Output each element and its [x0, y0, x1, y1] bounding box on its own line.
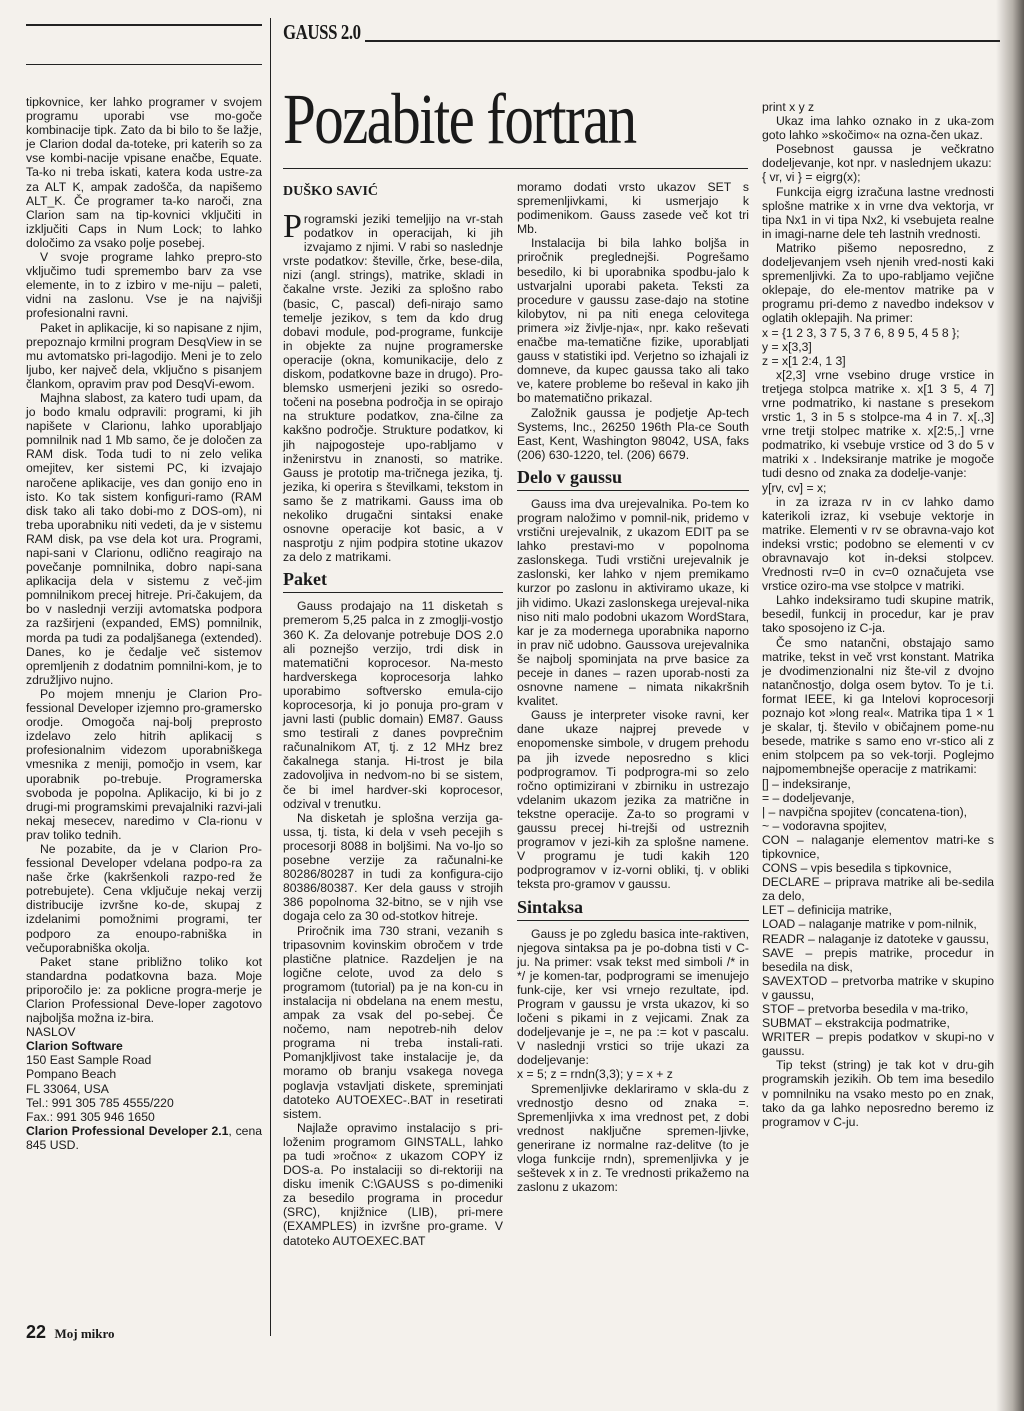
code-line: z = x[1 2:4, 1 3]	[762, 353, 846, 368]
code-line: y = x[3,3]	[762, 339, 812, 354]
paragraph: in za izraza rv in cv lahko damo katerikoli izraz, ki vsebuje vektorje in matrike. Elementi v rv se obravna-vajo kot indeksi vrstic; podobno se elementi v cv obravnavajo kot in-deksi stolpcev. Vrednosti rv=0 in cv=0 označujeta vse vrstice oziro-ma vse stolpce v matriki.	[762, 494, 994, 594]
title-rule	[283, 168, 748, 169]
subheading-sintaksa: Sintaksa	[517, 896, 749, 921]
page-footer	[26, 1322, 115, 1343]
list-item: READR – nalaganje iz datoteke v gaussu,	[762, 931, 989, 946]
page-number: 22	[26, 1322, 47, 1342]
paragraph: Paket stane približno toliko kot standardna podatkovna baza. Moje priporočilo je: za poklicne progra-merje je Clarion Professional Deve-loper zagotovo najboljša možna iz-bira.	[26, 954, 262, 1026]
code-line: { vr, vi } = eigrg(x);	[762, 170, 861, 185]
list-item: ~ – vodoravna spojitev,	[762, 818, 887, 833]
header-rule	[365, 40, 1000, 42]
paragraph: Če smo natančni, obstajajo samo matrike, tekst in več vrst konstant. Matrika je dvodimenzionalni niz šte-vil z dvojno natančnostjo, dolga osem bytov. To je t.i. format IEEE, ki ga Intelovi koprocesorji poznajo kot »long real«. Matrika tipa 1 × 1 je skalar, tj. število v običajnem pome-nu besede, matrike s samo eno vr-stico ali z enim stolpcem pa so vek-torji. Poglejmo najpomembnejše operacije z matrikami:	[762, 635, 994, 777]
code-line: x = {1 2 3, 3 7 5, 3 7 6, 8 9 5, 4 5 8 };	[762, 325, 960, 340]
code-line: print x y z	[762, 100, 815, 114]
code-line: x = 5; z = rndn(3,3); y = x + z	[517, 1067, 673, 1082]
list-item: DECLARE – priprava matrike ali be-sedila za delo,	[762, 875, 994, 904]
paragraph: Založnik gaussa je podjetje Ap-tech Systems, Inc., 26250 196th Pla-ce South East, Kent, Washington 98042, USA, faks (206) 630-1220, tel. (206) 6679.	[517, 405, 749, 462]
drop-cap: P	[283, 208, 302, 245]
column-divider	[270, 18, 271, 1336]
address-city: Pompano Beach	[26, 1067, 117, 1082]
paragraph: Priročnik ima 730 strani, vezanih s tripasovnim kovinskim obročem v trde plastične platnice. Razdeljen je na logične celote, uvod za delo s programom (tutorial) pa je na kon-cu in instalacija ni obdelana na enem mestu, ampak za vsak del po-sebej. Če nočemo, nam nepotreb-nih delov programa ni treba instali-rati. Pomanjkljivost take instalacije je, da moramo ob branju vsakega novega poglavja vstavljati diskete, spreminjati datoteko AUTOEXEC-.BAT in resetirati sistem.	[283, 923, 503, 1121]
article-title: Pozabite fortran	[283, 79, 636, 159]
paragraph: tipkovnice, ker lahko programer v svojem programu uporabi vse mo-goče kombinacije tipk. Zato da bi bilo to še lažje, je Clarion dodal da-toteke, pri katerih so za vse kombi-nacije vpisane enačbe, Equate. Ta-ko ni treba iskati, katera koda ustre-za za ALT K, ampak zadošča, da napišemo ALT_K. Če programer ta-ko naroči, zna Clarion sam na tip-kovnici vključiti in izključiti Caps in Num Lock; to lahko določimo za vsako polje posebej.	[26, 95, 262, 250]
paragraph: Gauss prodajajo na 11 disketah s premerom 5,25 palca in z zmoglji-vostjo 360 K. Za delovanje potrebuje DOS 2.0 ali poznejšo verzijo, trdi disk in matematični koprocesor. Na-mesto hardverskega koprocesorja lahko uporabimo softversko emula-cijo koprocesorja, ki jo ponuja pro-gram v javni lasti (public domain) EM87. Gauss smo testirali z danes povprečnim računalnikom AT, tj. z 12 MHz brez čakalnega stanja. Hi-trost je bila zadovoljiva in nedvom-no bi se sistem, če bi imel hardver-ski koprocesor, odzival v trenutku.	[283, 599, 503, 811]
address-block	[26, 1025, 262, 1152]
address-state: FL 33064, USA	[26, 1081, 109, 1096]
list-item: | – navpična spojitev (concatena-tion),	[762, 804, 968, 819]
address-fax: Fax.: 991 305 946 1650	[26, 1109, 155, 1124]
paragraph: Gauss je po zgledu basica inte-raktiven, njegova sintaksa pa je po-dobna tisti v C-ju. Na primer: vsak tekst med simboli /* in */ je komen-tar, podprogrami se imenujejo funk-cije, ker vsi vrnejo rezultate, ipd. Program v gaussu je vrsta ukazov, ki so ločeni s pikami in z vejicami. Znak za dodeljevanje je =, ne pa := kot v pascalu. V naslednji vrstici so trije ukazi za dodeljevanje:	[517, 926, 749, 1068]
address-product: Clarion Professional Developer 2.1	[26, 1123, 229, 1138]
list-item: WRITER – prepis podatkov v skupi-no v gaussu.	[762, 1030, 994, 1059]
paragraph: Posebnost gaussa je večkratno dodeljevanje, kot npr. v naslednjem ukazu:	[762, 142, 994, 171]
paragraph: Ukaz ima lahko oznako in z uka-zom goto lahko »skočimo« na ozna-čen ukaz.	[762, 114, 994, 143]
address-label: NASLOV	[26, 1025, 76, 1040]
list-item: SUBMAT – ekstrakcija podmatrike,	[762, 1016, 950, 1031]
top-rule	[26, 24, 262, 26]
list-item: LOAD – nalaganje matrike v pom-nilnik,	[762, 917, 977, 932]
paragraph: x[2,3] vrne vsebino druge vrstice in tretjega stolpca matrike x. x[1 3 5, 4 7] vrne podmatriko, ki nastane s presekom vrstic 1, 3 in 5 s stolpce-ma 4 in 7. x[.,3] vrne tretji stolpec matrike x. x[2:5,.] vrne podmatriko, ki vsebuje vrstice od 3 do 5 v matriki x . Indeksiranje matrike je mogoče tudi desno od znaka za dodelje-vanje:	[762, 367, 994, 481]
section-header: GAUSS 2.0	[283, 20, 361, 44]
paragraph: Ne pozabite, da je v Clarion Pro-fessional Developer vdelana podpo-ra za naše črke (kakršenkoli razpo-red že potrebujete). Cena vključuje nekaj verzij distribucije izvršne ko-de, skupaj z izdelanimi pomožnimi programi, ter podporo za enoupo-rabniška in večuporabniška okolja.	[26, 841, 262, 955]
operations-list	[762, 777, 994, 1059]
column-4	[762, 100, 994, 1129]
paragraph: Po mojem mnenju je Clarion Pro-fessional Developer izjemno pro-gramersko orodje. Omogoča naj-bolj preprosto izdelavo zelo hitrih aplikacij s profesionalnim videzom uporabniškega vmesnika z meniji, pomočjo in vsem, kar uporabnik po-trebuje. Programerska svoboda je popolna. Aplikacijo, ki bi jo z drugi-mi programskimi prevajalniki razvi-jali nekaj mesecev, naredimo v Cla-rionu v prav toliko tednih.	[26, 686, 262, 842]
paragraph: Funkcija eigrg izračuna lastne vrednosti splošne matrike x in vrne dva vektorja, vr tipa Nx1 in vi tipa Nx2, ki vsebujeta realne in imagi-narne dele teh lastnih vrednosti.	[762, 184, 994, 241]
paragraph: Instalacija bi bila lahko boljša in priročnik preglednejši. Pogrešamo besedilo, ki bi uporabnika spodbu-jalo k ustvarjalni uporabi paketa. Teksti za procedure v gaussu zase-dajo na stotine kilobytov, ni pa niti enega celovitega primera »iz življe-nja«, npr. kako reševati enačbe ma-tematične fizike, uporabljati gauss v statistiki ipd. Verjetno so izhajali iz domneve, da kupec gaussa tako ali tako ve, katere probleme bo reševal in kako jih bo matematično prikazal.	[517, 236, 749, 406]
author-byline: DUŠKO SAVIĆ	[283, 184, 379, 199]
subheading-paket: Paket	[283, 568, 503, 593]
code-line: y[rv, cv] = x;	[762, 480, 827, 495]
column-1	[26, 95, 262, 1152]
address-product-line	[26, 1124, 262, 1152]
paragraph: Lahko indeksiramo tudi skupine matrik, besedil, funkcij in procedur, kar je prav tako sposojeno iz C-ja.	[762, 593, 994, 636]
paragraph: Paket in aplikacije, ki so napisane z njim, prepoznajo krmilni program DesqView in se mu avtomatsko pri-lagodijo. Meni je to zelo ljubo, ker največ dela, vključno s pisanjem člankom, opravim prav pod DesqVi-ewom.	[26, 320, 262, 391]
address-price: , cena 845 USD.	[26, 1123, 262, 1152]
list-item: LET – definicija matrike,	[762, 903, 892, 918]
list-item: CONS – vpis besedila s tipkovnice,	[762, 861, 952, 876]
list-item: = – dodeljevanje,	[762, 790, 855, 805]
magazine-name: Moj mikro	[54, 1326, 115, 1341]
list-item: SAVE – prepis matrike, procedur in besedila na disk,	[762, 945, 994, 974]
paragraph: moramo dodati vrsto ukazov SET s spremenljivkami, ki usmerjajo k podimenikom. Gauss zasede več kot tri Mb.	[517, 180, 749, 237]
paragraph: Na disketah je splošna verzija ga-ussa, tj. tista, ki dela v vseh pecejih s procesorji 8088 in boljšimi. Na vo-ljo so posebne verzije za računalni-ke 80286/80287 in tudi za konfigura-cijo 80386/80387. Ker dela gauss v strojih 386 popolnoma 32-bitno, se v njih vse dogaja celo za 30 od-stotkov hitreje.	[283, 810, 503, 924]
page-edge-shadow	[996, 0, 1024, 1411]
intro-paragraph	[283, 208, 503, 565]
address-tel: Tel.: 991 305 785 4555/220	[26, 1095, 174, 1110]
list-item: SAVEXTOD – pretvorba matrike v skupino v gaussu,	[762, 973, 994, 1002]
paragraph: Matriko pišemo neposredno, z dodeljevanjem vseh njenih vred-nosti kaki spremenljivki. Za to upo-rabljamo vejične oklepaje, do ele-mentov matrike pa v programu pri-demo z navedbo indeksov v oglatih oklepajih. Na primer:	[762, 240, 994, 326]
list-item: CON – nalaganje elementov matri-ke s tipkovnice,	[762, 832, 994, 861]
list-item: [] – indeksiranje,	[762, 776, 851, 791]
column-3	[517, 180, 749, 1194]
paragraph: Gauss je interpreter visoke ravni, ker dane ukaze najprej prevede v enopomenske simbole, v drugem prehodu pa jih izvede neposredno s klici podprogramov. Ti podprogra-mi so zelo ročno optimizirani v zbirniku in ustrezajo vdelanim ukazom jezika za matrične in tekstne operacije. Za-to so programi v gaussu precej hi-trejši od ustreznih programov v jezi-kih za splošne namene. V programu je tudi kakih 120 podprogramov v iz-vorni obliki, tj. v obliki teksta pro-gramov v gaussu.	[517, 708, 749, 892]
intro-text: rogramski jeziki temeljijo na vr-stah podatkov in operacijah, ki jih izvajamo z njimi. V rabi so naslednje vrste podatkov: števille, črke, bese-dila, nizi (angl. strings), matrike, skladi in čakalne vrste. Jeziki za splošno rabo (basic, C, pascal) defi-nirajo samo temelje jezikov, s tem da kdo drug dobavi module, pod-programe, funkcije in objekte za nujne programerske operacije (okna, komunikacije, delo z diskom, podatkovne baze in drugo). Pro-blemsko usmerjeni jeziki so osredo-točeni na posebna področja in se opirajo na strukture podatkov, zna-čilne za kakšno področje. Strukture podatkov, ki jih najpogosteje upo-rabljamo v inženirstvu in znanosti, so matrike. Gauss je prototip ma-tričnega jezika, tj. jezika, ki operira s številkami, tekstom in samo še z matrikami. Gauss ima ob nekoliko drugačni sintaksi enake osnovne operacije kot basic, a v nasprotju z njim podpira stotine ukazov za delo z matrikami.	[283, 212, 503, 565]
address-company: Clarion Software	[26, 1039, 123, 1054]
paragraph: Gauss ima dva urejevalnika. Po-tem ko program naložimo v pomnil-nik, pridemo v vrstični urejevalnik, z ukazom EDIT pa se lahko prestavi-mo v popolnoma zaslonskega. Tudi vrstični urejevalnik je zaslonski, ker lahko v njem premikamo kurzor po zaslonu in aktiviramo ukaze, ki jih vidimo. Ukazi zaslonskega urejeval-nika niso niti malo podobni ukazom WordStara, kar je za modernega uporabnika naporno in prav nič udobno. Gaussova urejevalnika še najbolj spominjata na prve basice za peceje in danes – razen uporab-nosti za osnovne namene – nimata nikakršnih kvalitet.	[517, 496, 749, 709]
address-street: 150 East Sample Road	[26, 1053, 152, 1068]
paragraph: Majhna slabost, za katero tudi upam, da jo bodo kmalu odpravili: programi, ki jih napišete v Clarionu, lahko uporabljajo pomnilnik nad 1 Mb samo, če je določen za RAM disk. Toda tudi to ni zelo velika omejitev, ker sistemi PC, ki izvajajo naročene aplikacije, ves dan gonijo eno in isto. Ko tak sistem konfiguri-ramo (RAM disk tako ali tako dobi-mo z DOS-om), ni treba uporabniku niti vedeti, da je v sistemu RAM disk, pa vse dela kot ura. Programi, napi-sani v Clarionu, odlično reagirajo na povečanje pomnilnika, dobro napi-sana aplikacija dela v sistemu z več-jim pomnilnikom precej hitreje. Pri-čakujem, da bo v naslednji verziji avtomatska podpora za razširjeni (expanded, EMS) pomnilnik, morda pa tudi za podaljšanega (extended). Danes, ko je čedalje več sistemov opremljenih z dodatnim pomnilni-kom, je to združljivo nujno.	[26, 390, 262, 687]
top-rule-thin	[26, 64, 262, 65]
paragraph: Tip tekst (string) je tak kot v dru-gih programskih jezikih. Ob tem ima besedilo v pomnilniku na vsako mesto po en znak, tako da ga lahko neposredno beremo iz programov v C-ju.	[762, 1058, 994, 1129]
paragraph: Spremenljivke deklariramo v skla-du z vrednostjo desno od znaka =. Spremenljivka x ima vrednost pet, z dobi vrednost naključne spremen-ljivke, generirane iz normalne raz-delitve (to je vloga funkcije rndn), spremenljivka y je seštevek x in z. Te vrednosti prikažemo na zaslonu z ukazom:	[517, 1081, 749, 1195]
list-item: STOF – pretvorba besedila v ma-triko,	[762, 1002, 969, 1016]
paragraph: V svoje programe lahko prepro-sto vključimo tudi spremembo barv za vse elemente, in to z izbiro v me-niju – paleti, vidni na zaslonu. Vse je na najvišji profesionalni ravni.	[26, 250, 262, 321]
paragraph: Najlaže opravimo instalacijo s pri-loženim programom GINSTALL, lahko pa tudi »ročno« z ukazom COPY iz DOS-a. Po instalaciji so di-rektoriji na disku imenik C:\GAUSS s po-dimeniki za besedilo programa in procedur (SRC), knjižnice (LIB), pri-mere (EXAMPLES) in izvršne pro-grame. V datoteko AUTOEXEC.BAT	[283, 1120, 503, 1248]
subheading-delo: Delo v gaussu	[517, 466, 749, 491]
column-2	[283, 208, 503, 1248]
